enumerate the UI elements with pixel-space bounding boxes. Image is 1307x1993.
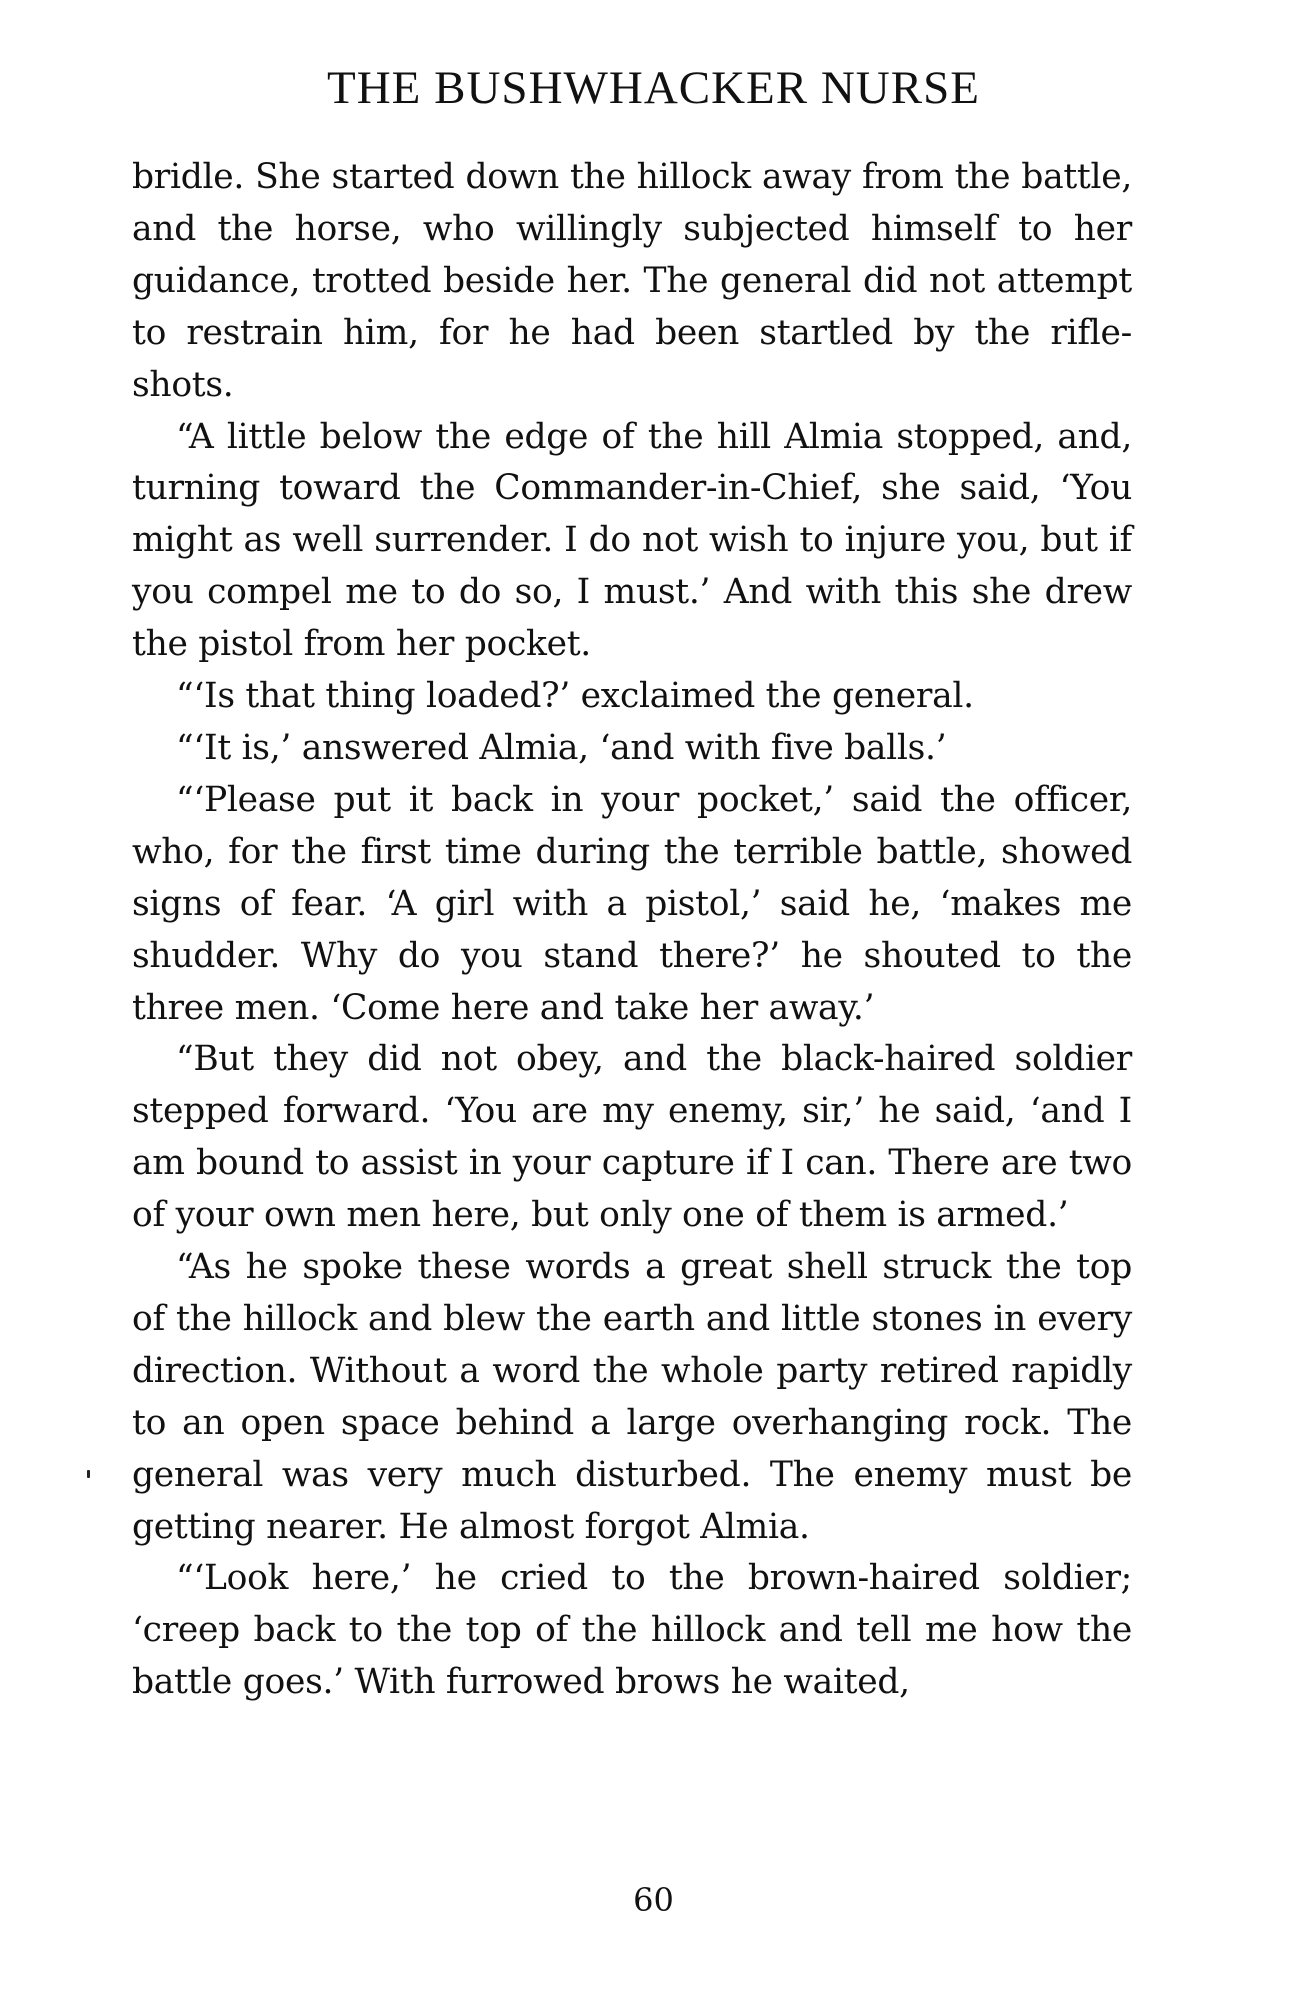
body-text bbox=[132, 152, 1132, 1709]
paragraph-1: bridle. She started down the hillock away from the battle, and the horse, who willingly subjected himself to her guidance, trotted beside her. The general did not attempt to restrain him, for he had been startled by the rifle-shots. bbox=[132, 157, 1132, 405]
paragraph-2: “A little below the edge of the hill Almia stopped, and, turning toward the Commander-in-Chief, she said, ‘You might as well surrender. I do not wish to injure you, but if you compel me to do so, I must.’ And with this she drew the pistol from her pocket. bbox=[132, 416, 1132, 665]
page-number: 60 bbox=[633, 1881, 674, 1919]
paragraph-5: “‘Please put it back in your pocket,’ said the officer, who, for the first time during the terrible battle, showed signs of fear. ‘A girl with a pistol,’ said he, ‘makes me shudder. Why do you stand there?’ he shouted to the three men. ‘Come here and take her away.’ bbox=[132, 779, 1132, 1028]
paragraph-3: “‘Is that thing loaded?’ exclaimed the general. bbox=[176, 676, 974, 717]
paragraph-7: “As he spoke these words a great shell struck the top of the hillock and blew the earth and little stones in every direction. Without a word the whole party retired rapidly to an open space behind a large overhanging rock. The general was very much disturbed. The enemy must be getting nearer. He almost forgot Almia. bbox=[132, 1247, 1132, 1547]
stray-ink-mark bbox=[87, 1470, 90, 1478]
running-header: THE BUSHWHACKER NURSE bbox=[327, 62, 980, 114]
paragraph-8: “‘Look here,’ he cried to the brown-haired soldier; ‘creep back to the top of the hillock and tell me how the battle goes.’ With furrowed brows he waited, bbox=[132, 1558, 1132, 1703]
paragraph-4: “‘It is,’ answered Almia, ‘and with five balls.’ bbox=[176, 727, 947, 768]
paragraph-6: “But they did not obey, and the black-haired soldier stepped forward. ‘You are my enemy, sir,’ he said, ‘and I am bound to assist in your capture if I can. There are two of your own men here, but only one of them is armed.’ bbox=[132, 1039, 1132, 1236]
